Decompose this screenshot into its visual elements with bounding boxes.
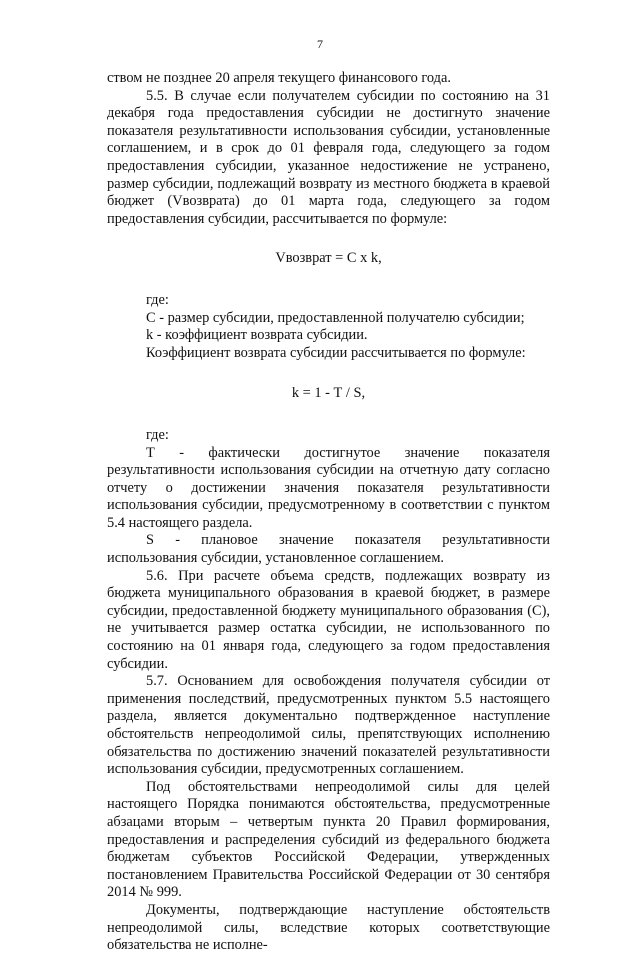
- definition-k: k - коэффициент возврата субсидии.: [146, 327, 368, 344]
- page-number: 7: [317, 37, 323, 51]
- paragraph-force-majeure: Под обстоятельствами непреодолимой силы для целей настоящего Порядка понимаются обстоятельства, предусмотренные абзацами вторым – четвертым пункта 20 Правил формирования, предоставления и распределения субсидий из федерального бюджета бюджетам субъектов Российской Федерации, утвержденных постановлением Правительства Российской Федерации от 30 сентября 2014 № 999.: [107, 778, 550, 901]
- k-formula-intro: Коэффициент возврата субсидии рассчитывается по формуле:: [146, 344, 526, 361]
- definition-s: S - плановое значение показателя результативности использования субсидии, установленное соглашением.: [107, 532, 550, 567]
- where-label-2: где:: [146, 426, 169, 443]
- formula-v-return: Vвозврат = С х k,: [275, 250, 382, 267]
- paragraph-5-6: 5.6. При расчете объема средств, подлежащих возврату из бюджета муниципального образования в краевой бюджет, в размере субсидии, предоставленной бюджету муниципального образования (С), не учитывается размер остатка субсидии, не использованного по состоянию на 01 января года, следующего за годом предоставления субсидии.: [107, 567, 550, 672]
- paragraph-documents: Документы, подтверждающие наступление обстоятельств непреодолимой силы, вследствие которых соответствующие обязательства не исполне-: [107, 901, 550, 954]
- definition-t: Т - фактически достигнутое значение показателя результативности использования субсидии на отчетную дату согласно отчету о достижении значения показателя результативности использования субсидии, предусмотренному в соответствии с пунктом 5.4 настоящего раздела.: [107, 444, 550, 531]
- paragraph-5-5: 5.5. В случае если получателем субсидии по состоянию на 31 декабря года предоставления субсидии не достигнуто значение показателя результативности использования субсидии, установленные соглашением, и в срок до 01 февраля года, следующего за годом предоставления субсидии, указанное недостижение не устранено, размер субсидии, подлежащий возврату из местного бюджета в краевой бюджет (Vвозврата) до 01 марта года, следующего за годом предоставления субсидии, рассчитывается по формуле:: [107, 87, 550, 227]
- formula-k: k = 1 - Т / S,: [291, 385, 366, 402]
- paragraph-continuation: ством не позднее 20 апреля текущего финансового года.: [107, 70, 451, 86]
- document-body: [107, 70, 550, 955]
- definition-c: С - размер субсидии, предоставленной получателю субсидии;: [146, 309, 525, 326]
- paragraph-5-7: 5.7. Основанием для освобождения получателя субсидии от применения последствий, предусмотренных пунктом 5.5 настоящего раздела, является документально подтвержденное наступление обстоятельств непреодолимой силы, препятствующих исполнению обязательства по достижению значений показателей результативности использования субсидии, предусмотренных соглашением.: [107, 673, 550, 778]
- where-label: где:: [146, 291, 169, 308]
